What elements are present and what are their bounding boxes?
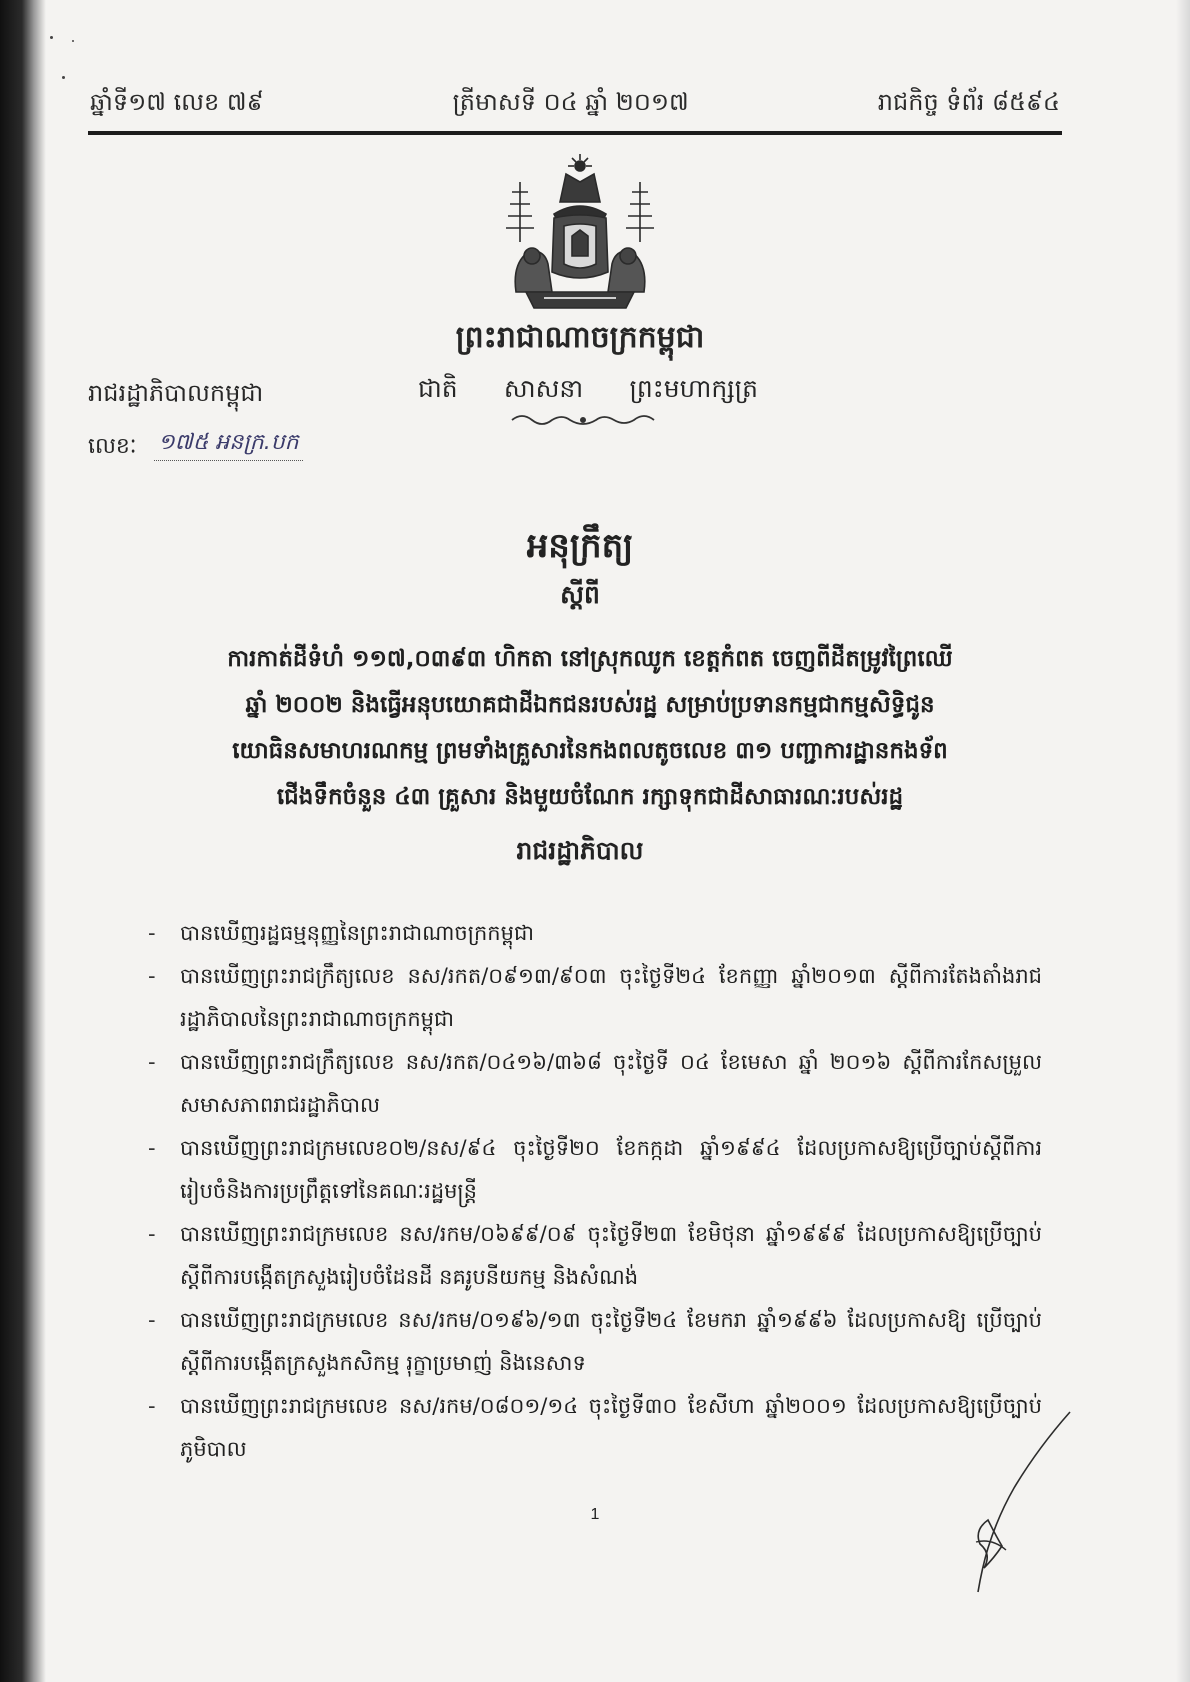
preamble-item: - បានឃើញព្រះរាជក្រមលេខ០២/នស/៩៤ ចុះថ្ងៃទី២០ ខែកក្កដា ឆ្នាំ១៩៩៤ ដែលប្រកាសឱ្យប្រើច្បាប់ស្ដីពីការរៀបចំនិងការប្រព្រឹត្តទៅនៃគណៈរដ្ឋមន្ត្រី (148, 1136, 1042, 1203)
preamble-item: - បានឃើញរដ្ឋធម្មនុញ្ញនៃព្រះរាជាណាចក្រកម្ពុជា (148, 921, 534, 945)
gazette-year-issue: ឆ្នាំទី១៧ លេខ ៧៩ (90, 87, 264, 116)
reference-number (88, 428, 368, 468)
subject-line: ជើងទឹកចំនួន ៤៣ គ្រួសារ និងមួយចំណែក រក្សាទុកជាដីសាធារណៈរបស់រដ្ឋ (276, 784, 904, 810)
royal-arms-emblem-icon (498, 152, 662, 320)
motto-religion: សាសនា (503, 374, 584, 403)
preamble-text: បានឃើញព្រះរាជក្រមលេខ នស/រកម/០៦៩៩/០៩ ចុះថ្ងៃទី២៣ ខែមិថុនា ឆ្នាំ១៩៩៩ ដែលប្រកាសឱ្យប្រើច្បាប់ស្ដីពីការបង្កើតក្រសួងរៀបចំដែនដី នគរូបនីយកម្ម និងសំណង់ (180, 1222, 1042, 1289)
preamble-item: - បានឃើញព្រះរាជក្រមលេខ នស/រកម/០៨០១/១៤ ចុះថ្ងៃទី៣០ ខែសីហា ឆ្នាំ២០០១ ដែលប្រកាសឱ្យប្រើច្បាប់ភូមិបាល (148, 1394, 1042, 1461)
scan-speck (62, 76, 65, 79)
scan-edge-shadow (0, 0, 46, 1682)
scan-speck (50, 36, 53, 39)
subject-line: ឆ្នាំ ២០០២ និងធ្វើអនុបយោគជាដីឯកជនរបស់រដ្ឋ សម្រាប់ប្រទានកម្មជាកម្មសិទ្ធិជូន (245, 692, 935, 718)
subject-line: យោធិនសមាហរណកម្ម ព្រមទាំងគ្រួសារនៃកងពលតូចលេខ ៣១ បញ្ជាការដ្ឋានកងទ័ព (232, 738, 948, 764)
motto-nation: ជាតិ (418, 374, 458, 403)
preamble-item: - បានឃើញព្រះរាជក្រមលេខ នស/រកម/០១៩៦/១៣ ចុះថ្ងៃទី២៤ ខែមករា ឆ្នាំ១៩៩៦ ដែលប្រកាសឱ្យ ប្រើច្បាប់ ស្ដីពីការបង្កើតក្រសួងកសិកម្ម រុក្ខាប្រមាញ់ និងនេសាទ (148, 1308, 1042, 1375)
gazette-header (90, 82, 1060, 126)
preamble-item: - បានឃើញព្រះរាជក្រឹត្យលេខ នស/រកត/០៩១៣/៩០៣ ចុះថ្ងៃទី២៤ ខែកញ្ញា ឆ្នាំ២០១៣ ស្ដីពីការតែងតាំងរាជរដ្ឋាភិបាលនៃព្រះរាជាណាចក្រកម្ពុជា (148, 964, 1042, 1031)
reference-value: ១៧៥ អនក្រ.បក (154, 428, 303, 461)
preamble-text: បានឃើញព្រះរាជក្រមលេខ០២/នស/៩៤ ចុះថ្ងៃទី២០ ខែកក្កដា ឆ្នាំ១៩៩៤ ដែលប្រកាសឱ្យប្រើច្បាប់ស្ដីពីការរៀបចំនិងការប្រព្រឹត្តទៅនៃគណៈរដ្ឋមន្ត្រី (180, 1136, 1042, 1203)
handwritten-initial-signature (958, 1408, 1078, 1598)
scan-speck (72, 40, 74, 42)
preamble-item: - បានឃើញព្រះរាជក្រឹត្យលេខ នស/រកត/០៤១៦/៣៦៨ ចុះថ្ងៃទី ០៤ ខែមេសា ឆ្នាំ ២០១៦ ស្ដីពីការកែសម្រួលសមាសភាពរាជរដ្ឋាភិបាល (148, 1050, 1042, 1117)
national-motto (418, 374, 758, 410)
subject-line: ការកាត់ដីទំហំ ១១៧,០៣៩៣ ហិកតា នៅស្រុកឈូក ខេត្តកំពត ចេញពីដីតម្រូវព្រៃឈើ (227, 646, 953, 672)
preamble-text: បានឃើញព្រះរាជក្រមលេខ នស/រកម/០១៩៦/១៣ ចុះថ្ងៃទី២៤ ខែមករា ឆ្នាំ១៩៩៦ ដែលប្រកាសឱ្យ ប្រើច្បាប់ ស្ដីពីការបង្កើតក្រសួងកសិកម្ម រុក្ខាប្រមាញ់ និងនេសាទ (180, 1308, 1042, 1375)
reference-label: លេខៈ (88, 434, 137, 459)
preamble-list (148, 912, 1042, 1471)
document-subject (110, 636, 1070, 820)
preamble-text: បានឃើញរដ្ឋធម្មនុញ្ញនៃព្រះរាជាណាចក្រកម្ពុជា (180, 921, 534, 945)
document-type-title: អនុក្រឹត្យ (526, 526, 634, 566)
document-about-label: ស្ដីពី (560, 580, 600, 609)
gazette-page-number: រាជកិច្ច ទំព័រ ៨៥៩៤ (877, 87, 1060, 116)
motto-king: ព្រះមហាក្សត្រ (629, 374, 758, 403)
issuing-government: រាជរដ្ឋាភិបាលកម្ពុជា (88, 379, 264, 407)
kingdom-title: ព្រះរាជាណាចក្រកម្ពុជា (455, 320, 705, 355)
preamble-text: បានឃើញព្រះរាជក្រឹត្យលេខ នស/រកត/០៤១៦/៣៦៨ ចុះថ្ងៃទី ០៤ ខែមេសា ឆ្នាំ ២០១៦ ស្ដីពីការកែសម្រួលសមាសភាពរាជរដ្ឋាភិបាល (180, 1050, 1042, 1117)
scan-edge-right (1176, 0, 1190, 1682)
page-number: 1 (590, 1506, 600, 1523)
decorative-flourish-icon (508, 410, 658, 430)
preamble-text: បានឃើញព្រះរាជក្រមលេខ នស/រកម/០៨០១/១៤ ចុះថ្ងៃទី៣០ ខែសីហា ឆ្នាំ២០០១ ដែលប្រកាសឱ្យប្រើច្បាប់ភូមិបាល (180, 1394, 1042, 1461)
header-rule (88, 131, 1062, 135)
gazette-quarter: ត្រីមាសទី ០៤ ឆ្នាំ ២០១៧ (452, 87, 689, 116)
issuer-heading: រាជរដ្ឋាភិបាល (516, 836, 644, 865)
preamble-text: បានឃើញព្រះរាជក្រឹត្យលេខ នស/រកត/០៩១៣/៩០៣ ចុះថ្ងៃទី២៤ ខែកញ្ញា ឆ្នាំ២០១៣ ស្ដីពីការតែងតាំងរាជរដ្ឋាភិបាលនៃព្រះរាជាណាចក្រកម្ពុជា (180, 964, 1042, 1031)
preamble-item: - បានឃើញព្រះរាជក្រមលេខ នស/រកម/០៦៩៩/០៩ ចុះថ្ងៃទី២៣ ខែមិថុនា ឆ្នាំ១៩៩៩ ដែលប្រកាសឱ្យប្រើច្បាប់ស្ដីពីការបង្កើតក្រសួងរៀបចំដែនដី នគរូបនីយកម្ម និងសំណង់ (148, 1222, 1042, 1289)
